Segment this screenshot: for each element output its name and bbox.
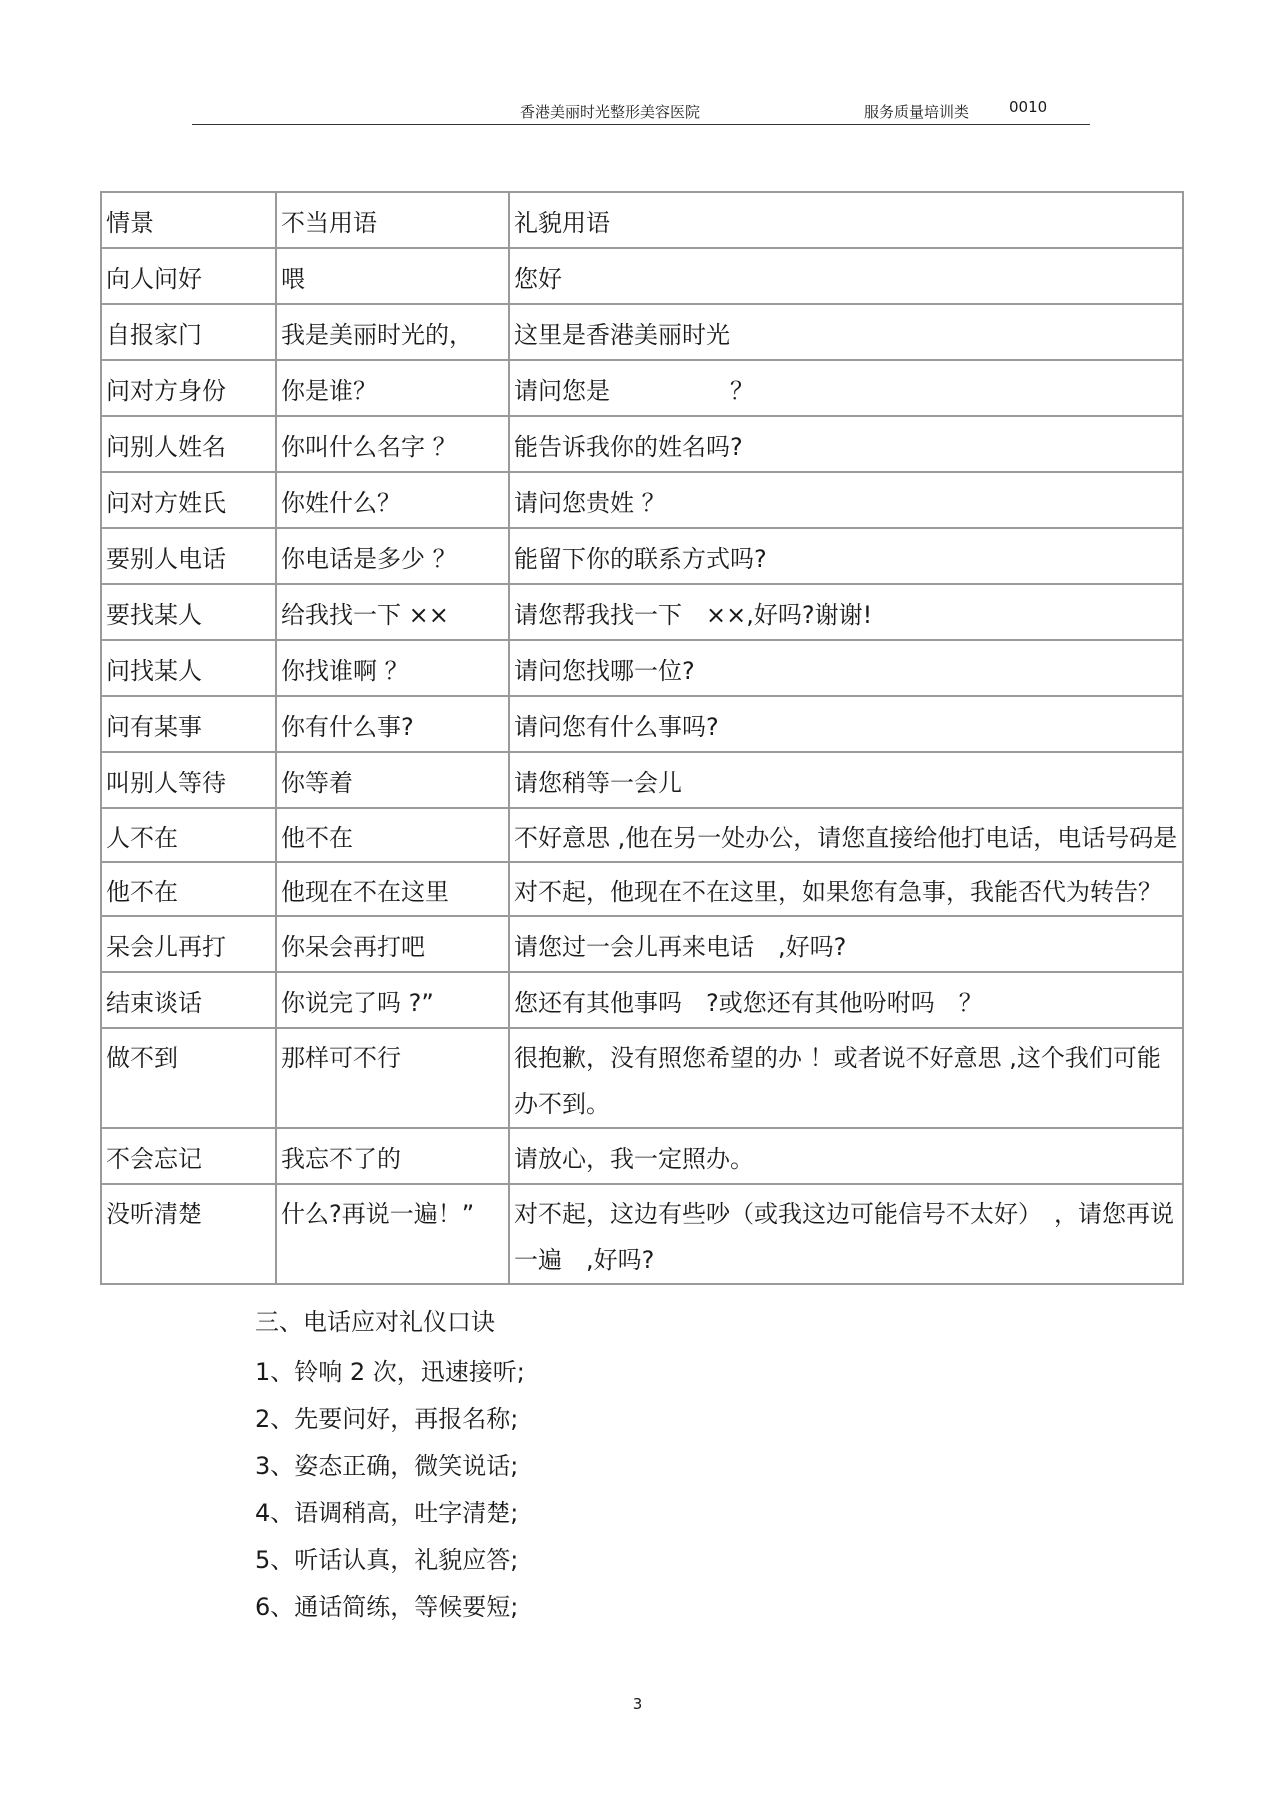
- polite-phrase-cell: 对不起，这边有些吵（或我这边可能信号不太好） ，请您再说一遍 ,好吗?: [509, 1184, 1183, 1284]
- polite-phrase-cell: 请问您是 ？: [509, 360, 1183, 416]
- scenario-cell: 问找某人: [101, 640, 276, 696]
- polite-phrase-cell: 能留下你的联系方式吗?: [509, 528, 1183, 584]
- polite-phrase-cell: 很抱歉，没有照您希望的办 ！或者说不好意思 ,这个我们可能办不到。: [509, 1028, 1183, 1128]
- scenario-cell: 问对方身份: [101, 360, 276, 416]
- polite-phrase-cell: 请问您找哪一位?: [509, 640, 1183, 696]
- etiquette-phrase-table: [100, 191, 1184, 1285]
- table-row: [101, 862, 1183, 916]
- improper-phrase-cell: 你姓什么？: [276, 472, 509, 528]
- list-item: 3、姿态正确，微笑说话;: [255, 1452, 519, 1480]
- scenario-cell: 人不在: [101, 808, 276, 862]
- scenario-cell: 问别人姓名: [101, 416, 276, 472]
- scenario-cell: 没听清楚: [101, 1184, 276, 1284]
- table-row: [101, 360, 1183, 416]
- page-header: [192, 96, 1090, 125]
- improper-phrase-cell: 那样可不行: [276, 1028, 509, 1128]
- scenario-cell: 不会忘记: [101, 1128, 276, 1184]
- scenario-cell: 问有某事: [101, 696, 276, 752]
- table-row: [101, 1028, 1183, 1128]
- improper-phrase-cell: 我忘不了的: [276, 1128, 509, 1184]
- scenario-cell: 做不到: [101, 1028, 276, 1128]
- polite-phrase-cell: 不好意思 ,他在另一处办公，请您直接给他打电话，电话号码是: [509, 808, 1183, 862]
- list-item: 2、先要问好，再报名称;: [255, 1405, 519, 1433]
- polite-phrase-cell: 对不起，他现在不在这里，如果您有急事，我能否代为转告？: [509, 862, 1183, 916]
- header-category: 服务质量培训类: [864, 103, 970, 121]
- header-code: 0010: [1009, 98, 1048, 116]
- improper-phrase-cell: 你找谁啊 ？: [276, 640, 509, 696]
- scenario-cell: 结束谈话: [101, 972, 276, 1028]
- polite-phrase-cell: 请问您贵姓 ？: [509, 472, 1183, 528]
- header-cell-polite: 礼貌用语: [509, 192, 1183, 248]
- improper-phrase-cell: 他现在不在这里: [276, 862, 509, 916]
- improper-phrase-cell: 你呆会再打吧: [276, 916, 509, 972]
- polite-phrase-cell: 请问您有什么事吗?: [509, 696, 1183, 752]
- polite-phrase-cell: 请您帮我找一下 ××,好吗?谢谢!: [509, 584, 1183, 640]
- section-title: 三、电话应对礼仪口诀: [255, 1308, 495, 1336]
- table-row: [101, 584, 1183, 640]
- improper-phrase-cell: 你说完了吗 ?”: [276, 972, 509, 1028]
- header-cell-scenario: 情景: [101, 192, 276, 248]
- improper-phrase-cell: 给我找一下 ××: [276, 584, 509, 640]
- list-item: 5、听话认真，礼貌应答;: [255, 1546, 519, 1574]
- scenario-cell: 自报家门: [101, 304, 276, 360]
- table-header-row: [101, 192, 1183, 248]
- polite-phrase-cell: 能告诉我你的姓名吗?: [509, 416, 1183, 472]
- header-organization: 香港美丽时光整形美容医院: [520, 103, 701, 121]
- table-row: [101, 1128, 1183, 1184]
- list-item: 6、通话简练，等候要短;: [255, 1593, 519, 1621]
- improper-phrase-cell: 你等着: [276, 752, 509, 808]
- table-row: [101, 696, 1183, 752]
- improper-phrase-cell: 你有什么事?: [276, 696, 509, 752]
- table-row: [101, 640, 1183, 696]
- table-row: [101, 916, 1183, 972]
- scenario-cell: 呆会儿再打: [101, 916, 276, 972]
- scenario-cell: 问对方姓氏: [101, 472, 276, 528]
- polite-phrase-cell: 请您过一会儿再来电话 ,好吗?: [509, 916, 1183, 972]
- header-cell-improper: 不当用语: [276, 192, 509, 248]
- improper-phrase-cell: 你是谁？: [276, 360, 509, 416]
- list-item: 1、铃响 2 次，迅速接听;: [255, 1358, 525, 1386]
- polite-phrase-cell: 请放心，我一定照办。: [509, 1128, 1183, 1184]
- improper-phrase-cell: 他不在: [276, 808, 509, 862]
- scenario-cell: 要找某人: [101, 584, 276, 640]
- scenario-cell: 向人问好: [101, 248, 276, 304]
- table-row: [101, 416, 1183, 472]
- scenario-cell: 他不在: [101, 862, 276, 916]
- scenario-cell: 要别人电话: [101, 528, 276, 584]
- table-row: [101, 472, 1183, 528]
- page-number: 3: [632, 1695, 643, 1713]
- polite-phrase-cell: 您还有其他事吗 ?或您还有其他吩咐吗 ？: [509, 972, 1183, 1028]
- table-row: [101, 248, 1183, 304]
- improper-phrase-cell: 你叫什么名字 ？: [276, 416, 509, 472]
- table-row: [101, 972, 1183, 1028]
- scenario-cell: 叫别人等待: [101, 752, 276, 808]
- polite-phrase-cell: 这里是香港美丽时光: [509, 304, 1183, 360]
- improper-phrase-cell: 你电话是多少 ？: [276, 528, 509, 584]
- table-row: [101, 304, 1183, 360]
- polite-phrase-cell: 请您稍等一会儿: [509, 752, 1183, 808]
- etiquette-tips-list: [255, 1352, 525, 1634]
- table-row: [101, 808, 1183, 862]
- table-row: [101, 528, 1183, 584]
- list-item: 4、语调稍高，吐字清楚;: [255, 1499, 519, 1527]
- polite-phrase-cell: 您好: [509, 248, 1183, 304]
- table-row: [101, 1184, 1183, 1284]
- improper-phrase-cell: 我是美丽时光的，: [276, 304, 509, 360]
- table-row: [101, 752, 1183, 808]
- improper-phrase-cell: 什么?再说一遍！”: [276, 1184, 509, 1284]
- improper-phrase-cell: 喂: [276, 248, 509, 304]
